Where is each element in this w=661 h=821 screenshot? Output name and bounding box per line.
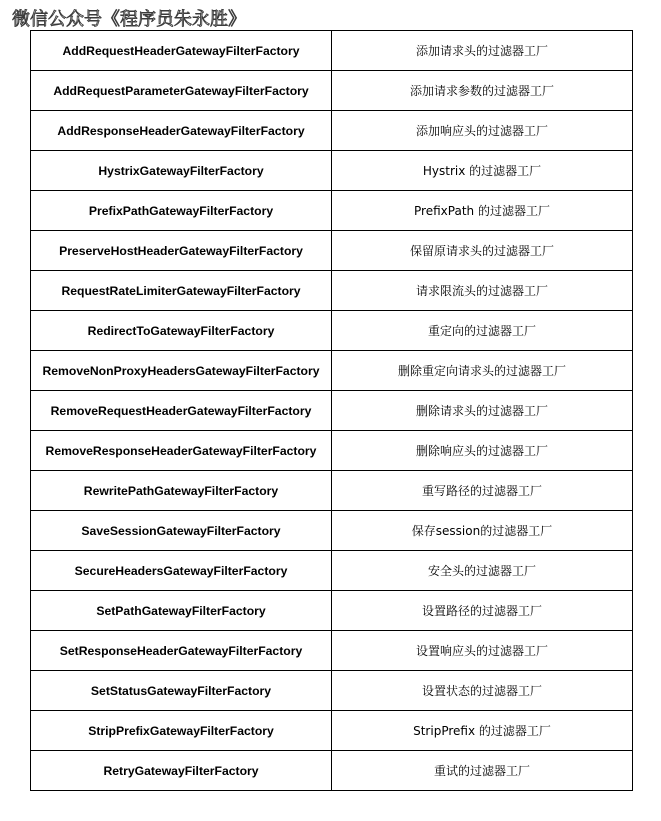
filter-name-cell: RewritePathGatewayFilterFactory [31, 471, 332, 511]
filter-name-cell: PreserveHostHeaderGatewayFilterFactory [31, 231, 332, 271]
table-row [31, 111, 633, 151]
filter-factory-table [30, 30, 633, 791]
filter-name-cell: RetryGatewayFilterFactory [31, 751, 332, 791]
filter-desc-cell: PrefixPath 的过滤器工厂 [332, 191, 633, 231]
filter-desc-cell: 添加响应头的过滤器工厂 [332, 111, 633, 151]
table-row [31, 391, 633, 431]
filter-name-cell: RedirectToGatewayFilterFactory [31, 311, 332, 351]
filter-name-cell: RemoveNonProxyHeadersGatewayFilterFactory [31, 351, 332, 391]
table-row [31, 751, 633, 791]
table-row [31, 271, 633, 311]
filter-desc-cell: 重写路径的过滤器工厂 [332, 471, 633, 511]
filter-name-cell: SecureHeadersGatewayFilterFactory [31, 551, 332, 591]
filter-desc-cell: 设置路径的过滤器工厂 [332, 591, 633, 631]
table-row [31, 431, 633, 471]
filter-name-cell: AddResponseHeaderGatewayFilterFactory [31, 111, 332, 151]
table-row [31, 31, 633, 71]
table-row [31, 511, 633, 551]
filter-name-cell: HystrixGatewayFilterFactory [31, 151, 332, 191]
filter-desc-cell: 保存session的过滤器工厂 [332, 511, 633, 551]
filter-name-cell: StripPrefixGatewayFilterFactory [31, 711, 332, 751]
watermark-text: 微信公众号《程序员朱永胜》 [12, 9, 246, 30]
filter-desc-cell: 请求限流头的过滤器工厂 [332, 271, 633, 311]
table-row [31, 711, 633, 751]
filter-name-cell: RequestRateLimiterGatewayFilterFactory [31, 271, 332, 311]
filter-desc-cell: 安全头的过滤器工厂 [332, 551, 633, 591]
table-row [31, 191, 633, 231]
filter-name-cell: SetStatusGatewayFilterFactory [31, 671, 332, 711]
filter-desc-cell: 保留原请求头的过滤器工厂 [332, 231, 633, 271]
table-row [31, 71, 633, 111]
filter-desc-cell: 重定向的过滤器工厂 [332, 311, 633, 351]
table-row [31, 351, 633, 391]
table-row [31, 231, 633, 271]
filter-desc-cell: 添加请求头的过滤器工厂 [332, 31, 633, 71]
filter-desc-cell: 删除响应头的过滤器工厂 [332, 431, 633, 471]
table-row [31, 631, 633, 671]
filter-desc-cell: 重试的过滤器工厂 [332, 751, 633, 791]
table-row [31, 591, 633, 631]
filter-name-cell: SetResponseHeaderGatewayFilterFactory [31, 631, 332, 671]
filter-desc-cell: 设置响应头的过滤器工厂 [332, 631, 633, 671]
filter-desc-cell: 设置状态的过滤器工厂 [332, 671, 633, 711]
filter-name-cell: SaveSessionGatewayFilterFactory [31, 511, 332, 551]
filter-desc-cell: StripPrefix 的过滤器工厂 [332, 711, 633, 751]
filter-name-cell: RemoveRequestHeaderGatewayFilterFactory [31, 391, 332, 431]
filter-name-cell: AddRequestHeaderGatewayFilterFactory [31, 31, 332, 71]
table-row [31, 471, 633, 511]
table-row [31, 671, 633, 711]
table-row [31, 311, 633, 351]
table-body [31, 31, 633, 791]
filter-name-cell: RemoveResponseHeaderGatewayFilterFactory [31, 431, 332, 471]
filter-name-cell: SetPathGatewayFilterFactory [31, 591, 332, 631]
filter-desc-cell: Hystrix 的过滤器工厂 [332, 151, 633, 191]
filter-name-cell: PrefixPathGatewayFilterFactory [31, 191, 332, 231]
filter-desc-cell: 删除请求头的过滤器工厂 [332, 391, 633, 431]
filter-desc-cell: 删除重定向请求头的过滤器工厂 [332, 351, 633, 391]
filter-name-cell: AddRequestParameterGatewayFilterFactory [31, 71, 332, 111]
table-row [31, 151, 633, 191]
filter-desc-cell: 添加请求参数的过滤器工厂 [332, 71, 633, 111]
table-row [31, 551, 633, 591]
